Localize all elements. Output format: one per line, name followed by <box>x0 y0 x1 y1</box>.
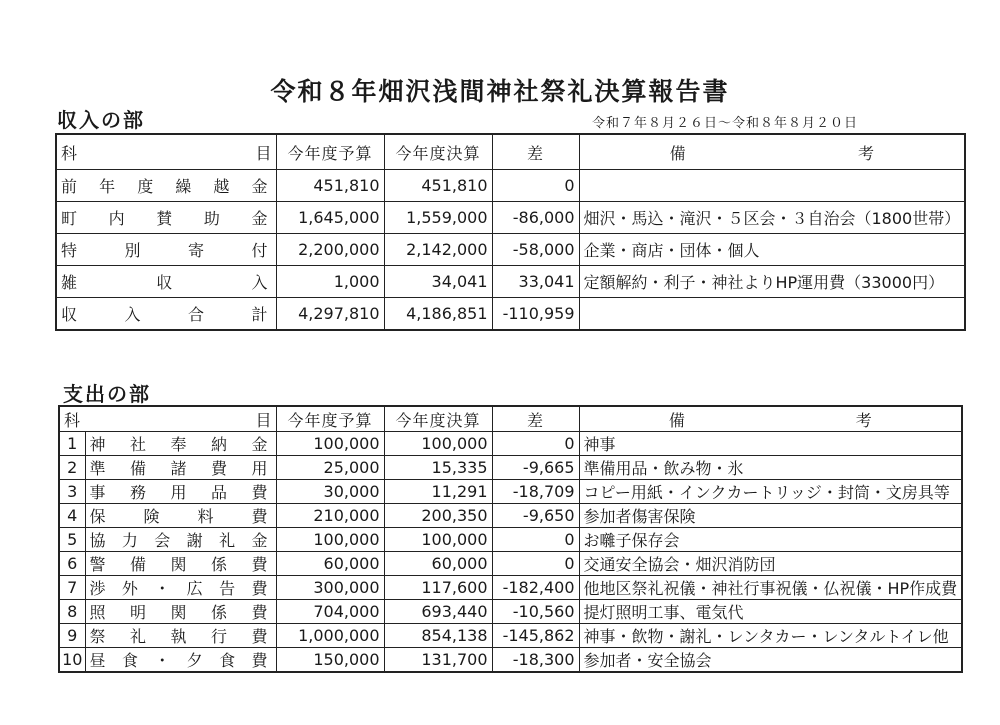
income-row <box>56 298 965 331</box>
income-item-name <box>56 266 276 298</box>
expense-diff: -18,709 <box>492 480 579 504</box>
income-note: 定額解約・利子・神社よりHP運用費（33000円） <box>579 266 965 298</box>
expense-diff: -182,400 <box>492 576 579 600</box>
income-row <box>56 170 965 202</box>
expense-row <box>59 432 962 456</box>
item-name-char: 繰 <box>175 177 192 196</box>
item-name-char: 付 <box>251 241 268 260</box>
item-name-char: 助 <box>203 209 220 228</box>
expense-budget: 100,000 <box>276 528 384 552</box>
item-name <box>61 206 272 229</box>
item-name-char: 品 <box>210 483 227 502</box>
item-name-char: 特 <box>61 241 78 260</box>
notes-left: 備 <box>668 410 685 430</box>
item-name <box>90 504 272 527</box>
item-name-char: 奉 <box>170 435 187 454</box>
expense-no: 4 <box>59 504 85 528</box>
expense-diff: -145,862 <box>492 624 579 648</box>
expense-budget: 30,000 <box>276 480 384 504</box>
item-name <box>90 576 272 599</box>
income-item-name <box>56 170 276 202</box>
item-name <box>90 528 272 551</box>
item-name-char: 度 <box>137 177 154 196</box>
item-name-char: 別 <box>124 241 141 260</box>
item-name-char: 費 <box>251 603 268 622</box>
item-name-char: 用 <box>251 459 268 478</box>
item-name-char: 賛 <box>156 209 173 228</box>
expense-row <box>59 648 962 673</box>
item-name-char: 食 <box>219 651 236 670</box>
document-title: 令和８年畑沢浅間神社祭礼決算報告書 <box>270 77 730 106</box>
item-name-char: 礼 <box>219 531 236 550</box>
expense-no: 2 <box>59 456 85 480</box>
income-actual: 2,142,000 <box>384 234 492 266</box>
expense-diff: 0 <box>492 528 579 552</box>
expense-diff: -10,560 <box>492 600 579 624</box>
income-diff: -58,000 <box>492 234 579 266</box>
actual-header: 今年度決算 <box>384 134 492 170</box>
item-name-char: 係 <box>210 555 227 574</box>
expense-actual: 100,000 <box>384 528 492 552</box>
item-name-char: ・ <box>154 651 171 670</box>
expense-diff: 0 <box>492 552 579 576</box>
item-name-char: 礼 <box>129 627 146 646</box>
expense-item-name <box>85 576 276 600</box>
item-name-char: 費 <box>251 579 268 598</box>
expense-budget: 300,000 <box>276 576 384 600</box>
expense-note: 神事 <box>579 432 962 456</box>
income-diff: -110,959 <box>492 298 579 331</box>
expense-row <box>59 600 962 624</box>
item-name-char: 警 <box>89 555 106 574</box>
expense-actual: 854,138 <box>384 624 492 648</box>
income-note: 畑沢・馬込・滝沢・５区会・３自治会（1800世帯） <box>579 202 965 234</box>
item-name-char: 執 <box>170 627 187 646</box>
expense-item-name <box>85 528 276 552</box>
expense-item-name <box>85 648 276 673</box>
item-name <box>90 432 272 455</box>
expense-actual: 200,350 <box>384 504 492 528</box>
expense-no: 8 <box>59 600 85 624</box>
item-name-char: 事 <box>89 483 106 502</box>
expense-item-name <box>85 552 276 576</box>
expense-item-name <box>85 432 276 456</box>
income-diff: -86,000 <box>492 202 579 234</box>
income-diff: 0 <box>492 170 579 202</box>
expense-row <box>59 528 962 552</box>
income-table <box>55 133 966 331</box>
diff-header: 差 <box>492 406 579 432</box>
expense-budget: 1,000,000 <box>276 624 384 648</box>
item-name-char: 食 <box>121 651 138 670</box>
expense-no: 9 <box>59 624 85 648</box>
expense-budget: 60,000 <box>276 552 384 576</box>
period-label: 令和７年８月２６日～令和８年８月２０日 <box>592 116 859 131</box>
item-name <box>90 552 272 575</box>
diff-header: 差 <box>492 134 579 170</box>
expense-note: 神事・飲物・謝礼・レンタカー・レンタルトイレ他 <box>579 624 962 648</box>
expense-actual: 60,000 <box>384 552 492 576</box>
item-name-char: ・ <box>154 579 171 598</box>
expense-item-name <box>85 480 276 504</box>
item-name-char: 務 <box>129 483 146 502</box>
income-actual: 451,810 <box>384 170 492 202</box>
item-name-char: 用 <box>170 483 187 502</box>
expense-budget: 25,000 <box>276 456 384 480</box>
expense-row <box>59 552 962 576</box>
item-name-char: 備 <box>129 555 146 574</box>
expense-actual: 693,440 <box>384 600 492 624</box>
income-section-heading: 収入の部 <box>57 108 145 132</box>
income-note: 企業・商店・団体・個人 <box>579 234 965 266</box>
item-name <box>90 456 272 479</box>
income-row <box>56 234 965 266</box>
item-name-char: 告 <box>219 579 236 598</box>
expense-row <box>59 504 962 528</box>
item-name-char: 関 <box>170 603 187 622</box>
actual-header: 今年度決算 <box>384 406 492 432</box>
expense-header-row <box>59 406 962 432</box>
income-note <box>579 170 965 202</box>
item-name-char: 力 <box>121 531 138 550</box>
income-item-name <box>56 298 276 331</box>
notes-header <box>579 406 962 432</box>
item-name-char: 寄 <box>187 241 204 260</box>
item-name-char: 係 <box>210 603 227 622</box>
expense-item-name <box>85 624 276 648</box>
income-budget: 1,000 <box>276 266 384 298</box>
expense-note: 準備用品・飲み物・氷 <box>579 456 962 480</box>
income-row <box>56 202 965 234</box>
kamoku-right: 目 <box>255 410 272 430</box>
expense-row <box>59 480 962 504</box>
expense-budget: 100,000 <box>276 432 384 456</box>
expense-note: 参加者傷害保険 <box>579 504 962 528</box>
expense-actual: 100,000 <box>384 432 492 456</box>
item-name-char: 金 <box>251 531 268 550</box>
item-name-char: 内 <box>108 209 125 228</box>
item-name-char: 明 <box>129 603 146 622</box>
item-name-char: 町 <box>61 209 78 228</box>
item-name-char: 年 <box>99 177 116 196</box>
item-name <box>61 270 272 293</box>
item-name <box>90 648 272 671</box>
expense-actual: 11,291 <box>384 480 492 504</box>
expense-budget: 210,000 <box>276 504 384 528</box>
item-name-char: 収 <box>61 305 78 324</box>
item-name-char: 金 <box>251 435 268 454</box>
expense-no: 5 <box>59 528 85 552</box>
expense-note: コピー用紙・インクカートリッジ・封筒・文房具等 <box>579 480 962 504</box>
income-budget: 451,810 <box>276 170 384 202</box>
income-row <box>56 266 965 298</box>
kamoku-left: 科 <box>64 410 81 430</box>
item-name-char: 備 <box>129 459 146 478</box>
item-name-char: 料 <box>197 507 214 526</box>
item-name-char: 雑 <box>61 273 78 292</box>
income-item-name <box>56 234 276 266</box>
item-name-char: 行 <box>210 627 227 646</box>
income-header-row <box>56 134 965 170</box>
item-name-char: 謝 <box>186 531 203 550</box>
expense-diff: -9,650 <box>492 504 579 528</box>
item-name <box>90 600 272 623</box>
income-actual: 34,041 <box>384 266 492 298</box>
budget-header: 今年度予算 <box>276 406 384 432</box>
item-name <box>61 174 272 197</box>
item-name-char: 費 <box>210 459 227 478</box>
item-name-char: 険 <box>143 507 160 526</box>
item-name <box>61 302 272 325</box>
item-name-char: 費 <box>251 651 268 670</box>
expense-no: 3 <box>59 480 85 504</box>
expense-no: 1 <box>59 432 85 456</box>
notes-left: 備 <box>669 143 686 163</box>
expense-actual: 117,600 <box>384 576 492 600</box>
income-note <box>579 298 965 331</box>
expense-row <box>59 624 962 648</box>
income-budget: 4,297,810 <box>276 298 384 331</box>
expense-note: 交通安全協会・畑沢消防団 <box>579 552 962 576</box>
item-name-char: 外 <box>121 579 138 598</box>
expense-budget: 150,000 <box>276 648 384 673</box>
expense-item-name <box>85 504 276 528</box>
item-name-char: 準 <box>89 459 106 478</box>
item-name <box>61 238 272 261</box>
expense-note: 他地区祭礼祝儀・神社行事祝儀・仏祝儀・HP作成費 <box>579 576 962 600</box>
expense-table <box>58 405 963 673</box>
kamoku-right: 目 <box>255 143 272 163</box>
notes-right: 考 <box>855 410 872 430</box>
item-name-char: 祭 <box>89 627 106 646</box>
item-name-char: 金 <box>251 177 268 196</box>
item-name-char: 照 <box>89 603 106 622</box>
kamoku-left: 科 <box>61 143 78 163</box>
item-name-char: 前 <box>61 177 78 196</box>
kamoku-header <box>56 134 276 170</box>
notes-right: 考 <box>858 143 875 163</box>
item-name-char: 費 <box>251 555 268 574</box>
expense-diff: -9,665 <box>492 456 579 480</box>
item-name <box>90 480 272 503</box>
expense-note: 提灯照明工事、電気代 <box>579 600 962 624</box>
expense-diff: -18,300 <box>492 648 579 673</box>
item-name-char: 会 <box>154 531 171 550</box>
kamoku-header <box>59 406 276 432</box>
income-budget: 2,200,000 <box>276 234 384 266</box>
item-name <box>90 624 272 647</box>
item-name-char: 費 <box>251 483 268 502</box>
income-budget: 1,645,000 <box>276 202 384 234</box>
expense-actual: 15,335 <box>384 456 492 480</box>
expense-note: 参加者・安全協会 <box>579 648 962 673</box>
item-name-char: 広 <box>186 579 203 598</box>
expense-row <box>59 456 962 480</box>
income-item-name <box>56 202 276 234</box>
expense-item-name <box>85 456 276 480</box>
item-name-char: 社 <box>129 435 146 454</box>
expense-section-heading: 支出の部 <box>63 382 151 406</box>
item-name-char: 関 <box>170 555 187 574</box>
expense-note: お囃子保存会 <box>579 528 962 552</box>
item-name-char: 越 <box>213 177 230 196</box>
item-name-char: 金 <box>251 209 268 228</box>
item-name-char: 入 <box>251 273 268 292</box>
income-actual: 4,186,851 <box>384 298 492 331</box>
expense-diff: 0 <box>492 432 579 456</box>
budget-header: 今年度予算 <box>276 134 384 170</box>
item-name-char: 費 <box>251 627 268 646</box>
expense-no: 6 <box>59 552 85 576</box>
expense-budget: 704,000 <box>276 600 384 624</box>
item-name-char: 渉 <box>89 579 106 598</box>
item-name-char: 計 <box>251 305 268 324</box>
income-actual: 1,559,000 <box>384 202 492 234</box>
item-name-char: 費 <box>251 507 268 526</box>
expense-actual: 131,700 <box>384 648 492 673</box>
item-name-char: 収 <box>156 273 173 292</box>
item-name-char: 諸 <box>170 459 187 478</box>
notes-header <box>579 134 965 170</box>
item-name-char: 保 <box>89 507 106 526</box>
item-name-char: 神 <box>89 435 106 454</box>
expense-row <box>59 576 962 600</box>
item-name-char: 協 <box>89 531 106 550</box>
item-name-char: 納 <box>210 435 227 454</box>
expense-item-name <box>85 600 276 624</box>
expense-no: 10 <box>59 648 85 673</box>
income-diff: 33,041 <box>492 266 579 298</box>
item-name-char: 合 <box>187 305 204 324</box>
expense-no: 7 <box>59 576 85 600</box>
item-name-char: 入 <box>124 305 141 324</box>
item-name-char: 昼 <box>89 651 106 670</box>
item-name-char: 夕 <box>186 651 203 670</box>
